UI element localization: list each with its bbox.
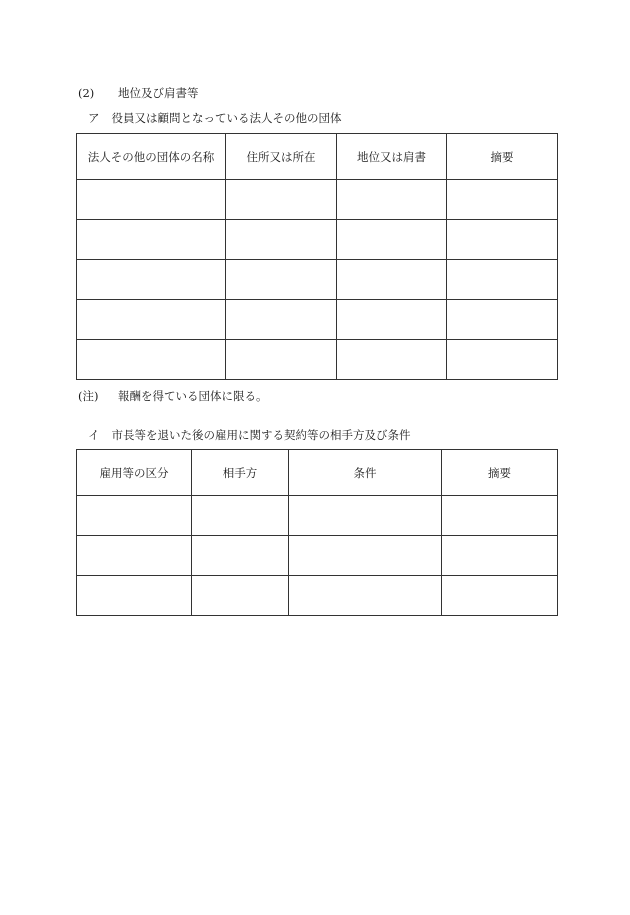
table-row — [77, 260, 558, 300]
table-row — [77, 340, 558, 380]
table-cell[interactable] — [289, 496, 442, 536]
table-cell[interactable] — [192, 496, 289, 536]
table-row — [77, 496, 558, 536]
note-text: 報酬を得ている団体に限る。 — [118, 389, 268, 403]
table-cell[interactable] — [442, 496, 558, 536]
table-header-row — [77, 134, 558, 180]
table-cell[interactable] — [77, 300, 226, 340]
table-cell[interactable] — [337, 180, 447, 220]
table-cell[interactable] — [442, 536, 558, 576]
table-row — [77, 180, 558, 220]
header-remarks: 摘要 — [447, 134, 558, 180]
table-cell[interactable] — [447, 260, 558, 300]
table-cell[interactable] — [442, 576, 558, 616]
note — [78, 388, 268, 404]
section-heading — [78, 85, 199, 101]
table-cell[interactable] — [77, 340, 226, 380]
table-cell[interactable] — [192, 576, 289, 616]
header-remarks: 摘要 — [442, 450, 558, 496]
table-row — [77, 300, 558, 340]
table-cell[interactable] — [337, 300, 447, 340]
header-org-name: 法人その他の団体の名称 — [77, 134, 226, 180]
table-row — [77, 220, 558, 260]
table-cell[interactable] — [226, 340, 337, 380]
header-conditions: 条件 — [289, 450, 442, 496]
table-cell[interactable] — [337, 340, 447, 380]
table-cell[interactable] — [192, 536, 289, 576]
table-cell[interactable] — [447, 180, 558, 220]
table-cell[interactable] — [226, 220, 337, 260]
table-cell[interactable] — [226, 300, 337, 340]
table-header-row — [77, 450, 558, 496]
subsection-i-title: 市長等を退いた後の雇用に関する契約等の相手方及び条件 — [111, 428, 411, 442]
note-marker: (注) — [78, 389, 99, 403]
table-cell[interactable] — [226, 180, 337, 220]
header-address: 住所又は所在 — [226, 134, 337, 180]
section-title: 地位及び肩書等 — [118, 86, 199, 100]
table-cell[interactable] — [77, 180, 226, 220]
table-cell[interactable] — [77, 260, 226, 300]
subsection-a-marker: ア — [88, 111, 100, 125]
header-employment-category: 雇用等の区分 — [77, 450, 192, 496]
table-cell[interactable] — [226, 260, 337, 300]
table-cell[interactable] — [77, 220, 226, 260]
subsection-a-heading — [88, 110, 342, 126]
organizations-table — [76, 133, 558, 380]
table-cell[interactable] — [447, 340, 558, 380]
table-cell[interactable] — [77, 496, 192, 536]
section-number: (2) — [78, 86, 95, 100]
table-cell[interactable] — [447, 300, 558, 340]
table-cell[interactable] — [77, 576, 192, 616]
table-cell[interactable] — [289, 576, 442, 616]
table-cell[interactable] — [77, 536, 192, 576]
table-cell[interactable] — [447, 220, 558, 260]
employment-table — [76, 449, 558, 616]
subsection-i-marker: イ — [88, 428, 100, 442]
header-position: 地位又は肩書 — [337, 134, 447, 180]
subsection-i-heading — [88, 427, 411, 443]
table-cell[interactable] — [337, 220, 447, 260]
table-cell[interactable] — [337, 260, 447, 300]
table-row — [77, 576, 558, 616]
table-row — [77, 536, 558, 576]
subsection-a-title: 役員又は顧問となっている法人その他の団体 — [111, 111, 342, 125]
header-counterparty: 相手方 — [192, 450, 289, 496]
table-cell[interactable] — [289, 536, 442, 576]
